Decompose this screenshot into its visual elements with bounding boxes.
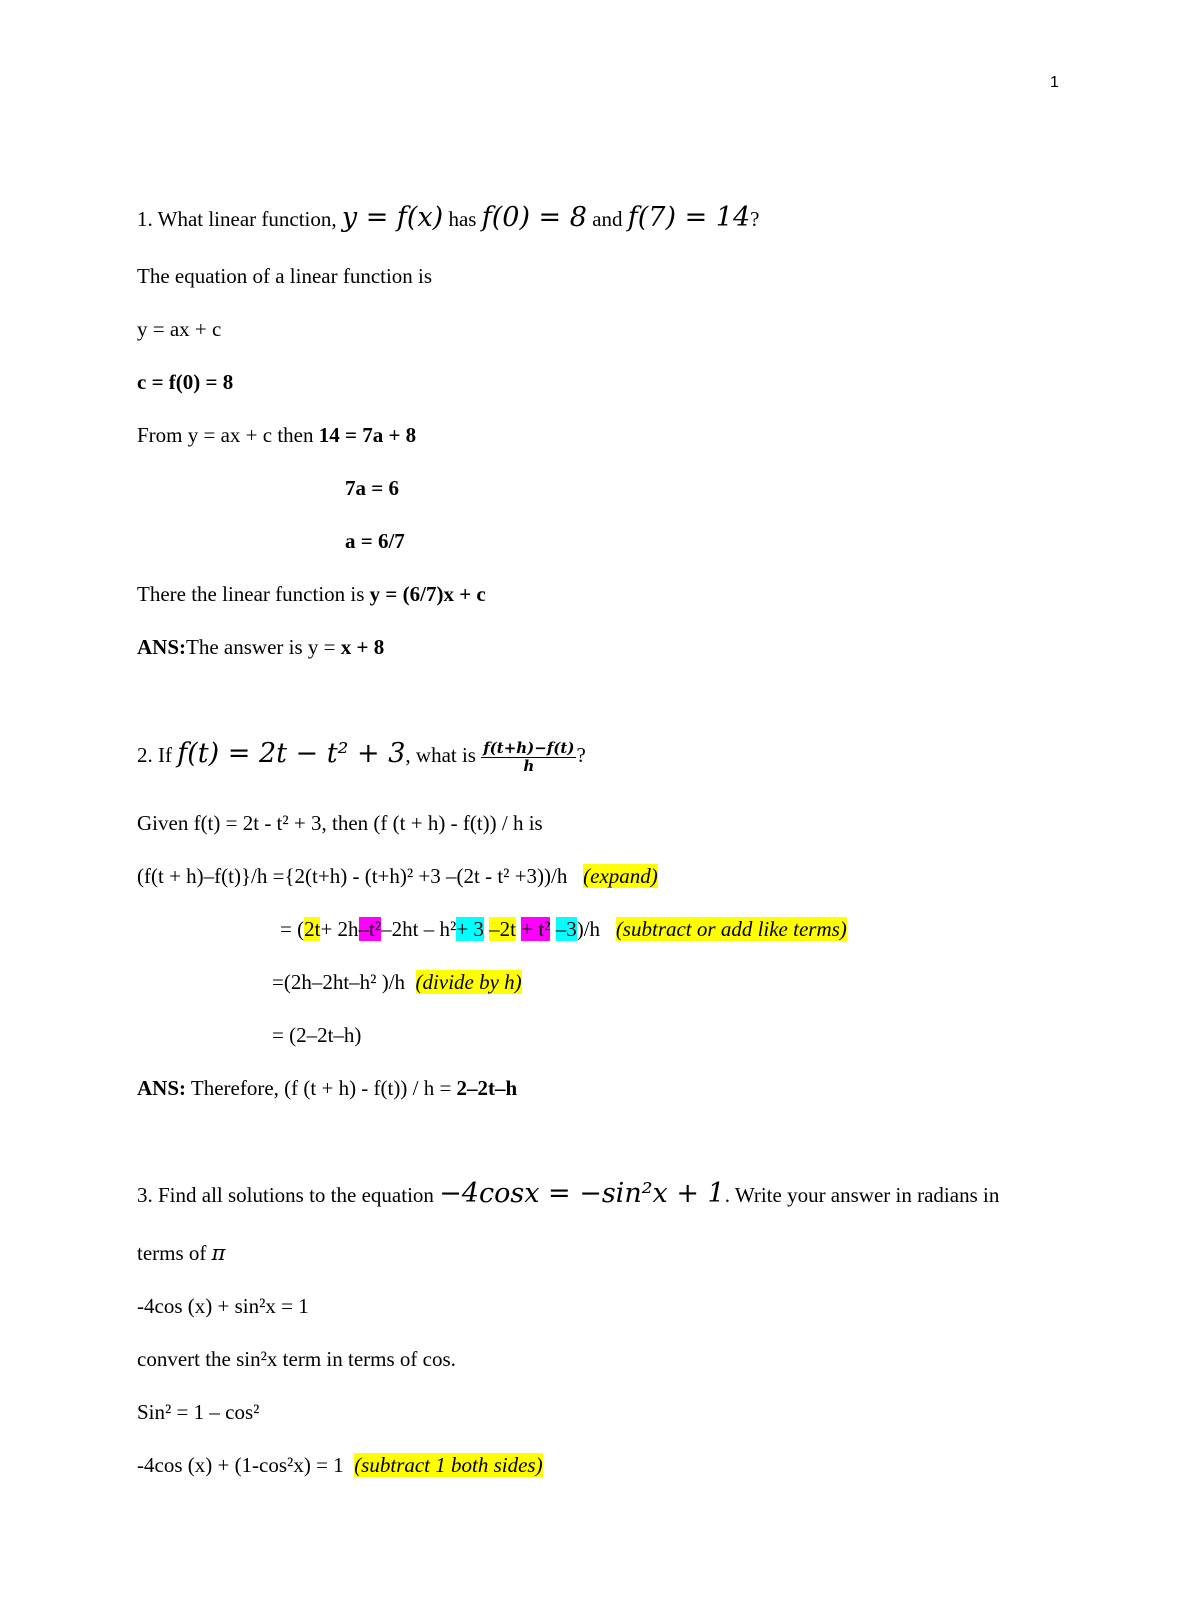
q2-answer: [137, 1078, 517, 1099]
q2-line-5: = (2–2t–h): [272, 1023, 362, 1047]
q2-l3-neg-3: –3: [555, 917, 577, 941]
q2-line-3: [280, 919, 847, 940]
q2-l3-neg-2t: –2t: [489, 917, 516, 941]
q2-answer-text: Therefore, (f (t + h) - f(t)) / h =: [186, 1076, 457, 1100]
q3-math-equation: −4cosx = −sin²x + 1: [439, 1178, 725, 1209]
q2-heading: [137, 740, 586, 774]
q3-line-4: convert the sin²x term in terms of cos.: [137, 1347, 456, 1371]
q1-answer-label: ANS:: [137, 635, 187, 659]
q3-terms-of: terms of: [137, 1241, 212, 1265]
q2-line-4-note: (divide by h): [415, 970, 522, 994]
q2-frac-numerator: f(t+h)−f(t): [483, 738, 575, 757]
q3-line-6-note: (subtract 1 both sides): [354, 1453, 543, 1477]
q2-line-3-note: (subtract or add like terms): [615, 917, 847, 941]
q2-prefix: 2. If: [137, 743, 178, 767]
q2-line-2: [137, 866, 658, 887]
q2-l3-2h: + 2h: [320, 917, 359, 941]
q1-math-f0: f(0) = 8: [481, 202, 587, 233]
q2-difference-quotient: [481, 738, 576, 775]
q1-line-3: c = f(0) = 8: [137, 370, 234, 394]
q1-line-2: y = ax + c: [137, 317, 222, 341]
q3-prefix: 3. Find all solutions to the equation: [137, 1183, 440, 1207]
q1-line-1: The equation of a linear function is: [137, 264, 433, 288]
q2-question-mark: ?: [576, 743, 586, 767]
q2-l3-open: = (: [280, 917, 305, 941]
q1-heading: [137, 204, 760, 231]
q2-answer-label: ANS:: [137, 1076, 187, 1100]
q2-what-is: , what is: [405, 743, 482, 767]
q1-line-4-equation: 14 = 7a + 8: [318, 423, 417, 447]
q1-and: and: [586, 207, 628, 231]
q1-line-5: 7a = 6: [345, 476, 399, 500]
q1-line-6: a = 6/7: [345, 529, 405, 553]
q1-prefix: 1. What linear function,: [137, 207, 342, 231]
q2-line-2-equation: (f(t + h)–f(t)}/h ={2(t+h) - (t+h)² +3 –(2t - t² +3))/h: [137, 864, 568, 888]
q1-has: has: [443, 207, 482, 231]
q3-line-2: [137, 1243, 225, 1264]
q3-line-6-equation: -4cos (x) + (1-cos²x) = 1: [137, 1453, 344, 1477]
q2-l3-space-3: [550, 917, 555, 941]
q2-l3-plus-3: + 3: [456, 917, 484, 941]
q2-l3-2t: 2t: [304, 917, 321, 941]
q2-line-4: [272, 972, 522, 993]
q2-line-1: Given f(t) = 2t - t² + 3, then (f (t + h) - f(t)) / h is: [137, 811, 543, 835]
q2-l3-plus-t2: + t²: [521, 917, 551, 941]
q3-heading: [137, 1180, 999, 1207]
q1-math-f7: f(7) = 14: [627, 202, 751, 233]
q1-answer: [137, 637, 384, 658]
q2-frac-denominator: h: [523, 756, 535, 775]
q1-answer-value: x + 8: [340, 635, 385, 659]
q2-l3-2ht-h2: –2ht – h²: [381, 917, 457, 941]
q1-line-4: [137, 425, 416, 446]
q3-line-5: Sin² = 1 – cos²: [137, 1400, 260, 1424]
q3-line-3: -4cos (x) + sin²x = 1: [137, 1294, 309, 1318]
q2-line-2-note: (expand): [583, 864, 658, 888]
q3-suffix: . Write your answer in radians in: [724, 1183, 1000, 1207]
q2-math-ft: f(t) = 2t − t² + 3: [177, 738, 406, 769]
q1-line-7-text: There the linear function is: [137, 582, 370, 606]
q1-question-mark: ?: [750, 207, 760, 231]
q1-line-7-equation: y = (6/7)x + c: [369, 582, 486, 606]
q2-answer-value: 2–2t–h: [456, 1076, 518, 1100]
q1-answer-text: The answer is y =: [186, 635, 341, 659]
q1-line-7: [137, 584, 486, 605]
pi-symbol: π: [211, 1241, 226, 1265]
q1-math-y-fx: y = f(x): [341, 202, 444, 233]
q2-l3-close: )/h: [576, 917, 601, 941]
q1-line-4-text: From y = ax + c then: [137, 423, 319, 447]
page-number: 1: [1050, 74, 1059, 91]
q2-l3-neg-t2: –t²: [358, 917, 382, 941]
q3-line-6: [137, 1455, 543, 1476]
q2-line-4-equation: =(2h–2ht–h² )/h: [272, 970, 406, 994]
